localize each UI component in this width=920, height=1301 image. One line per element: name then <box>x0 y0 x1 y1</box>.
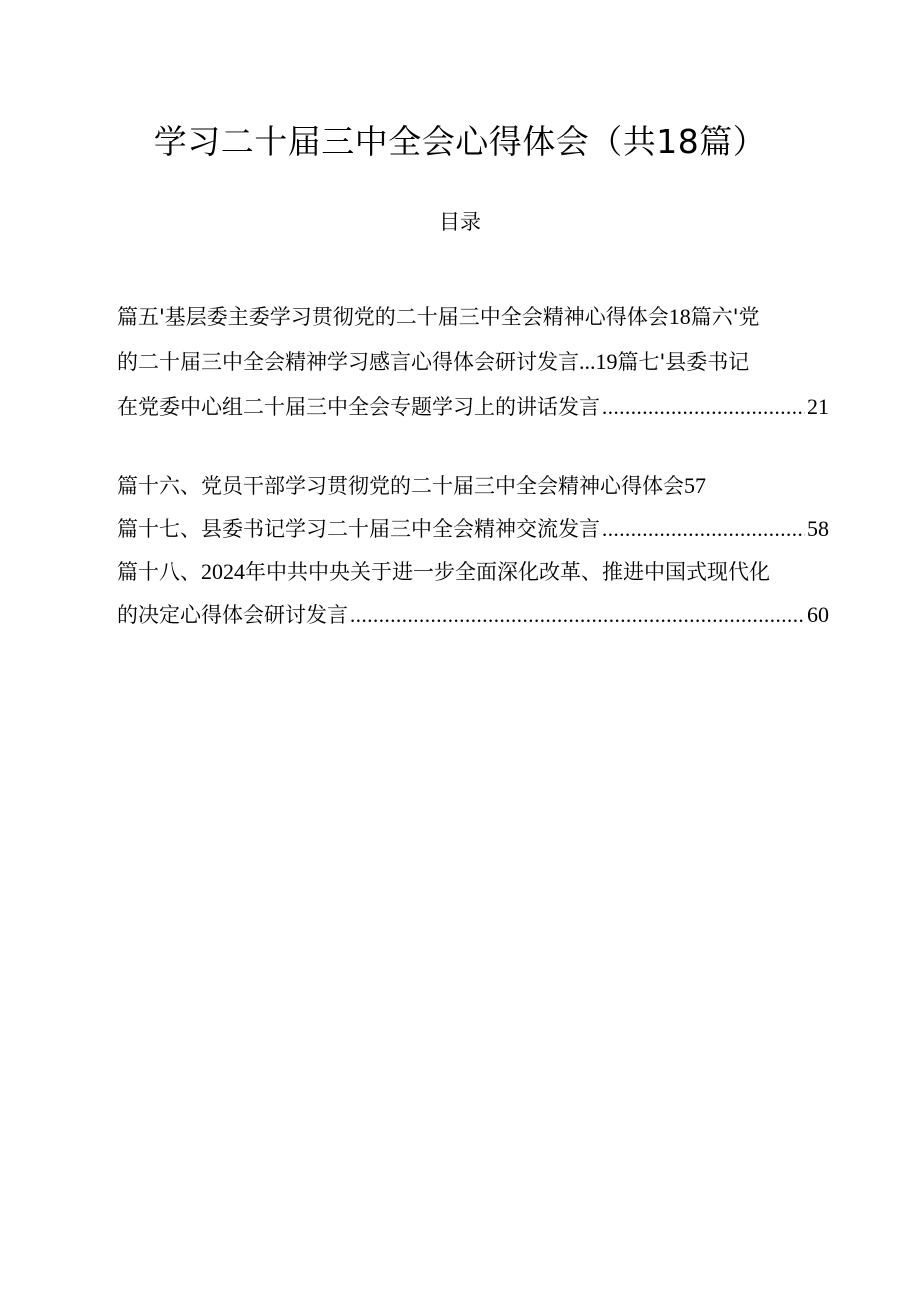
toc-entry-text: 篇十八、 <box>117 560 201 584</box>
toc-line[interactable] <box>117 384 829 429</box>
toc-entry-text: 年中共中央关于进一步全面深化改革、推进中国式现代化 <box>245 560 770 584</box>
toc-line[interactable] <box>117 294 829 339</box>
toc-entry-text: 篇五'基层委主委学习贯彻党的二十届三中全会精神心得体会 <box>117 305 669 329</box>
toc-dot-leader: ... <box>579 349 596 374</box>
toc-entry-text: 篇六'党 <box>690 305 760 329</box>
toc-heading: 目录 <box>439 210 481 234</box>
toc-entry-text: 篇十六、党员干部学习贯彻党的二十届三中全会精神心得体会 <box>117 474 684 498</box>
toc-entry-text: 篇十七、县委书记学习二十届三中全会精神交流发言 <box>117 517 600 541</box>
toc-line[interactable] <box>117 507 829 550</box>
toc-entry-text: 的二十届三中全会精神学习感言心得体会研讨发言 <box>117 350 579 374</box>
toc-year-number: 2024 <box>201 559 245 584</box>
toc-dot-leader <box>602 508 805 550</box>
toc-line[interactable] <box>117 464 829 507</box>
toc-page-number: 60 <box>807 602 829 627</box>
toc-block-second <box>117 464 829 636</box>
toc-dot-leader <box>602 385 805 429</box>
toc-block-first <box>117 294 829 429</box>
toc-line[interactable] <box>117 550 829 593</box>
toc-line[interactable] <box>117 339 829 384</box>
document-title: 学习二十届三中全会心得体会（共18篇） <box>153 122 767 161</box>
toc-line[interactable] <box>117 593 829 636</box>
toc-entry-text: 篇七'县委书记 <box>617 350 750 374</box>
toc-page-number: 57 <box>684 473 706 498</box>
toc-page-number: 19 <box>595 349 618 374</box>
toc-entry-text: 的决定心得体会研讨发言 <box>117 603 348 627</box>
toc-page-number: 18 <box>668 304 691 329</box>
toc-page-number: 58 <box>807 516 829 541</box>
toc-entry-text: 在党委中心组二十届三中全会专题学习上的讲话发言 <box>117 395 600 419</box>
toc-dot-leader <box>350 594 805 636</box>
toc-page-number: 21 <box>807 394 829 419</box>
